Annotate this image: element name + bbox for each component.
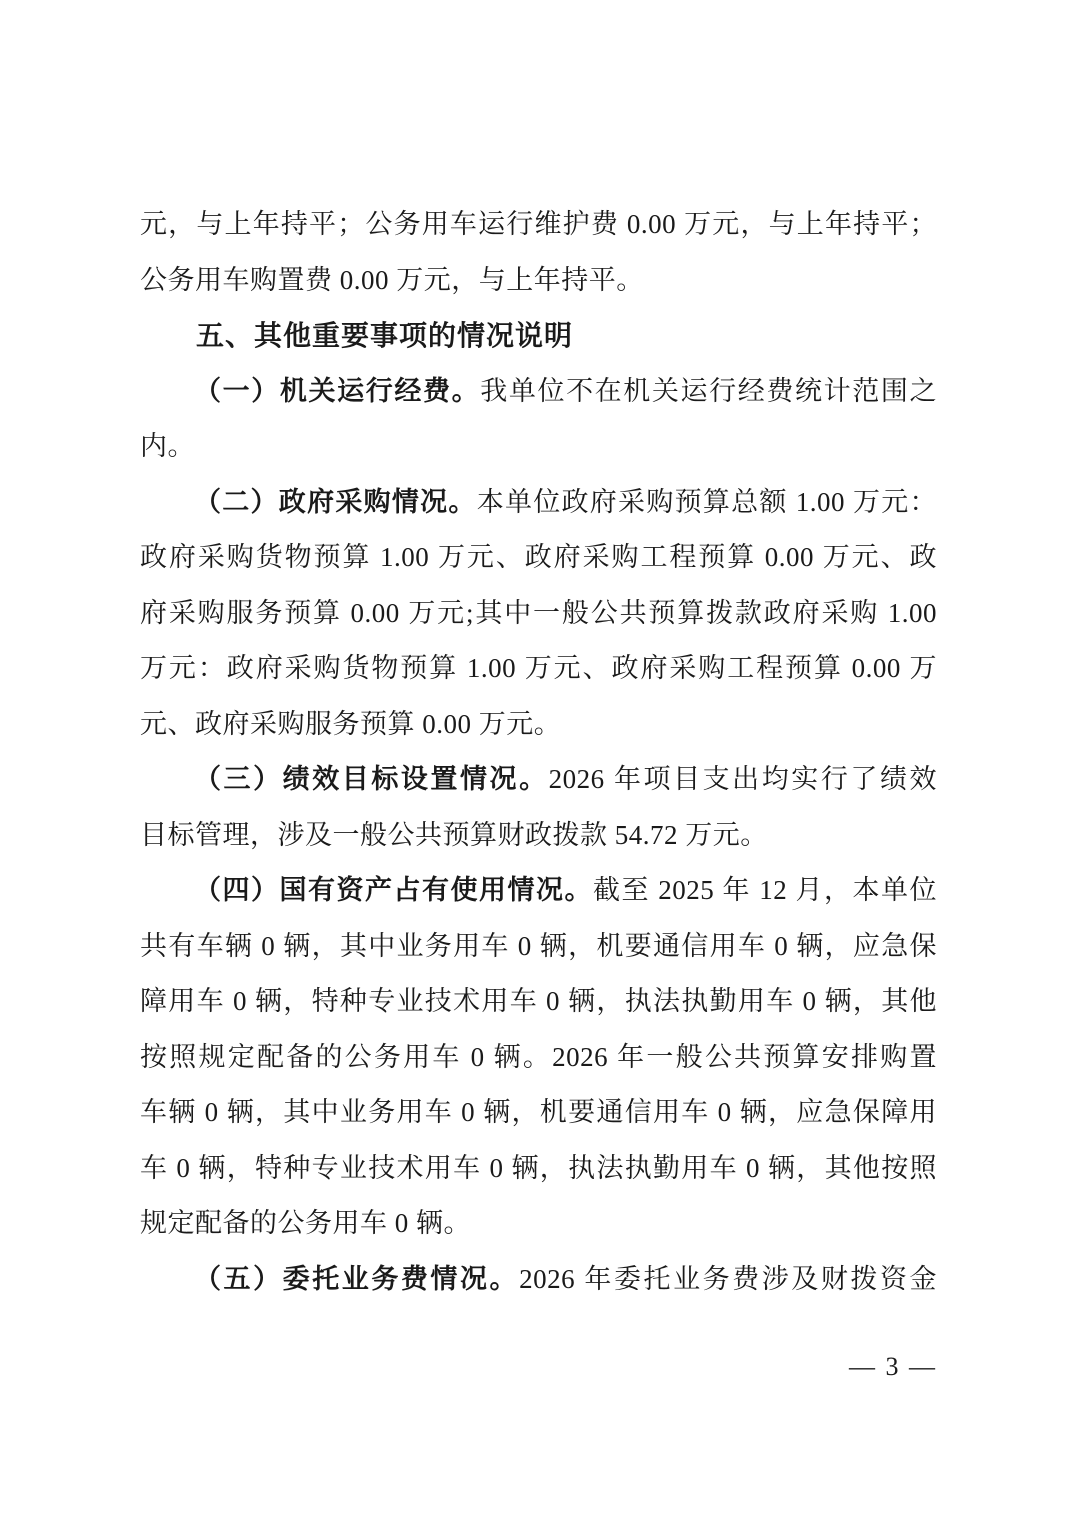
text-line: 内。 xyxy=(140,431,195,461)
text-line: 障用车 0 辆，特种专业技术用车 0 辆，执法执勤用车 0 辆，其他 xyxy=(140,986,937,1016)
section-label: （二）政府采购情况。 xyxy=(194,486,477,517)
text-line: 元，与上年持平；公务用车运行维护费 0.00 万元，与上年持平； xyxy=(140,209,937,239)
text-line xyxy=(140,1252,937,1308)
text-line xyxy=(140,475,937,531)
text-line xyxy=(140,752,937,808)
text-line: 府采购服务预算 0.00 万元;其中一般公共预算拨款政府采购 1.00 xyxy=(140,597,937,628)
text-line xyxy=(140,863,937,919)
section-label: （五）委托业务费情况。 xyxy=(194,1263,520,1294)
text-line: 共有车辆 0 辆，其中业务用车 0 辆，机要通信用车 0 辆，应急保 xyxy=(140,930,937,961)
text-line: 车辆 0 辆，其中业务用车 0 辆，机要通信用车 0 辆，应急保障用 xyxy=(140,1097,937,1127)
text-run: 本单位政府采购预算总额 1.00 万元： xyxy=(476,486,938,517)
text-run: 我单位不在机关运行经费统计范围之 xyxy=(480,375,938,406)
document-body xyxy=(140,197,937,1307)
text-line: 规定配备的公务用车 0 辆。 xyxy=(140,1208,471,1238)
text-line: 车 0 辆，特种专业技术用车 0 辆，执法执勤用车 0 辆，其他按照 xyxy=(140,1152,937,1183)
section-label: （三）绩效目标设置情况。 xyxy=(194,764,549,794)
text-run: 截至 2025 年 12 月，本单位 xyxy=(593,875,937,905)
text-line xyxy=(140,364,937,420)
text-line: 按照规定配备的公务用车 0 辆。2026 年一般公共预算安排购置 xyxy=(140,1041,937,1072)
section-label: （一）机关运行经费。 xyxy=(194,375,481,406)
text-line: 目标管理，涉及一般公共预算财政拨款 54.72 万元。 xyxy=(140,819,768,850)
text-line: 公务用车购置费 0.00 万元，与上年持平。 xyxy=(140,264,644,295)
text-run: 2026 年项目支出均实行了绩效 xyxy=(548,764,938,794)
section-label: （四）国有资产占有使用情况。 xyxy=(194,875,593,905)
text-line: 元、政府采购服务预算 0.00 万元。 xyxy=(140,708,562,739)
page-number: — 3 — xyxy=(849,1352,937,1381)
text-line: 万元：政府采购货物预算 1.00 万元、政府采购工程预算 0.00 万 xyxy=(140,653,937,683)
text-run: 2026 年委托业务费涉及财拨资金 xyxy=(519,1263,938,1294)
text-line: 政府采购货物预算 1.00 万元、政府采购工程预算 0.00 万元、政 xyxy=(140,542,937,572)
section-heading: 五、其他重要事项的情况说明 xyxy=(196,320,574,351)
